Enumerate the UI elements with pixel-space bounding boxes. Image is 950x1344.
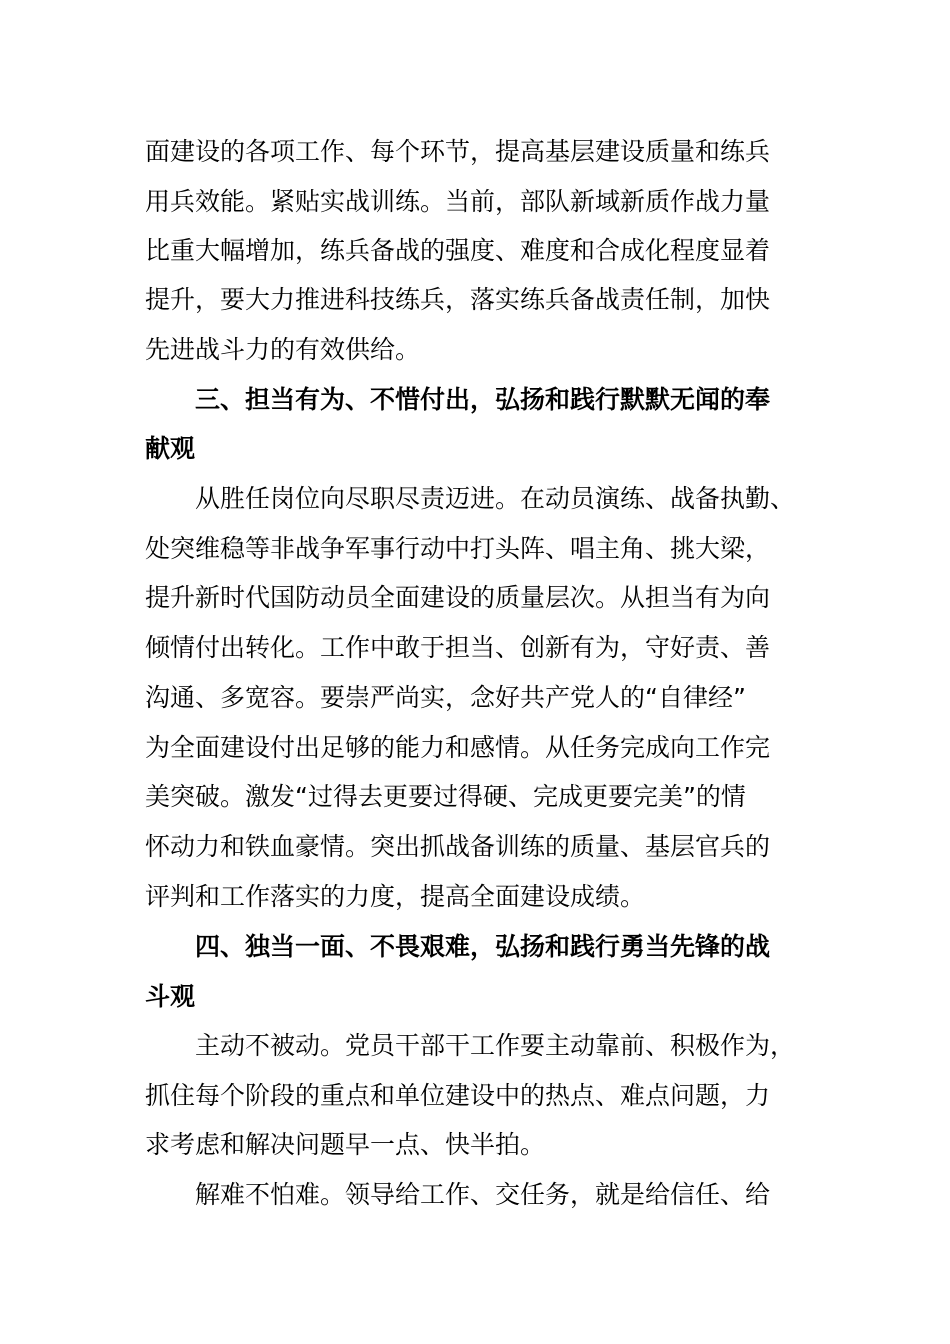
section-heading-3: 三、担当有为、不惜付出，弘扬和践行默默无闻的奉 (195, 385, 771, 414)
body-text-line: 评判和工作落实的力度，提高全面建设成绩。 (145, 882, 646, 911)
body-text-line: 比重大幅增加，练兵备战的强度、难度和合成化程度显着 (145, 236, 771, 265)
body-text-line: 先进战斗力的有效供给。 (145, 335, 421, 364)
body-text-line: 面建设的各项工作、每个环节，提高基层建设质量和练兵 (145, 137, 771, 166)
body-text-line: 用兵效能。紧贴实战训练。当前，部队新域新质作战力量 (145, 187, 771, 216)
body-text-line: 解难不怕难。领导给工作、交任务，就是给信任、给 (195, 1180, 771, 1209)
section-heading-4: 四、独当一面、不畏艰难，弘扬和践行勇当先锋的战 (195, 932, 771, 961)
body-text-line: 从胜任岗位向尽职尽责迈进。在动员演练、战备执勤、 (195, 484, 796, 513)
body-text-line: 处突维稳等非战争军事行动中打头阵、唱主角、挑大梁， (145, 534, 771, 563)
body-text-line: 美突破。激发“过得去更要过得硬、完成更要完美”的情 (145, 782, 746, 811)
body-text-line: 主动不被动。党员干部干工作要主动靠前、积极作为， (195, 1031, 796, 1060)
body-text-line: 为全面建设付出足够的能力和感情。从任务完成向工作完 (145, 733, 771, 762)
body-text-line: 倾情付出转化。工作中敢于担当、创新有为，守好责、善 (145, 633, 771, 662)
body-text-line: 怀动力和铁血豪情。突出抓战备训练的质量、基层官兵的 (145, 832, 771, 861)
body-text-line: 抓住每个阶段的重点和单位建设中的热点、难点问题，力 (145, 1081, 771, 1110)
body-text-line: 沟通、多宽容。要崇严尚实，念好共产党人的“自律经” (145, 683, 746, 712)
body-text-line: 提升，要大力推进科技练兵，落实练兵备战责任制，加快 (145, 285, 771, 314)
section-heading-3-continued: 献观 (145, 434, 196, 463)
body-text-line: 求考虑和解决问题早一点、快半拍。 (145, 1130, 546, 1159)
body-text-line: 提升新时代国防动员全面建设的质量层次。从担当有为向 (145, 583, 771, 612)
section-heading-4-continued: 斗观 (145, 982, 196, 1011)
